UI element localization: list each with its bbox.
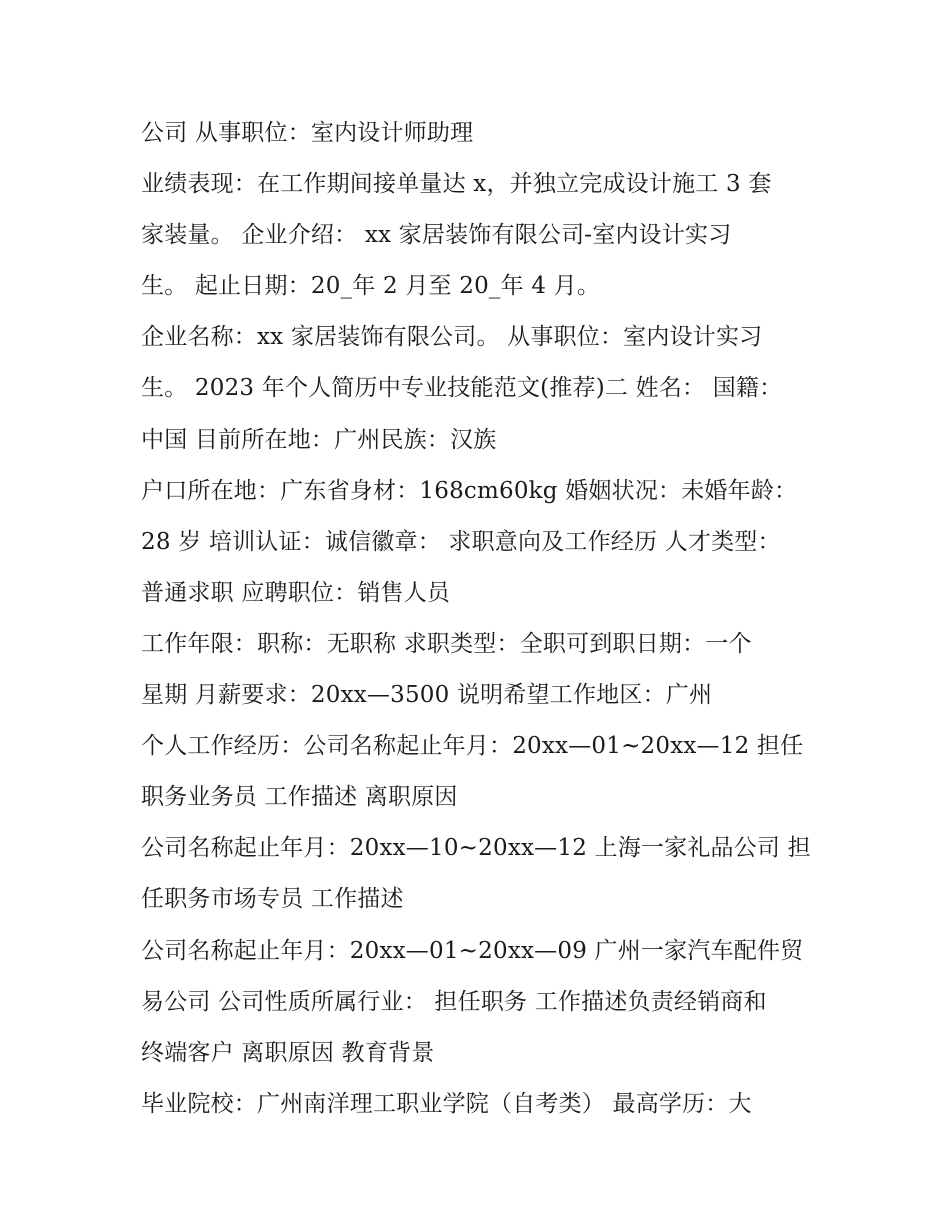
text-line: 星期 月薪要求：20xx—3500 说明希望工作地区：广州 <box>141 682 713 709</box>
text-line: 生。 2023 年个人简历中专业技能范文(推荐)二 姓名： 国籍： <box>141 375 783 402</box>
text-line: 生。 起止日期：20_年 2 月至 20_年 4 月。 <box>141 273 601 300</box>
text-line: 28 岁 培训认证：诚信徽章： 求职意向及工作经历 人才类型： <box>141 528 781 555</box>
text-line: 工作年限：职称：无职称 求职类型：全职可到职日期：一个 <box>141 630 752 657</box>
text-line: 户口所在地：广东省身材：168cm60kg 婚姻状况：未婚年龄： <box>141 477 798 504</box>
text-line: 家装量。 企业介绍： xx 家居装饰有限公司-室内设计实习 <box>141 222 732 249</box>
text-line: 易公司 公司性质所属行业： 担任职务 工作描述负责经销商和 <box>141 988 767 1015</box>
text-line: 毕业院校：广州南洋理工职业学院（自考类） 最高学历：大 <box>141 1090 752 1117</box>
text-line: 业绩表现：在工作期间接单量达 x，并独立完成设计施工 3 套 <box>141 171 772 198</box>
document-body <box>141 108 821 1130</box>
text-line: 终端客户 离职原因 教育背景 <box>141 1039 435 1066</box>
text-line: 普通求职 应聘职位：销售人员 <box>141 579 451 606</box>
text-line: 职务业务员 工作描述 离职原因 <box>141 784 458 811</box>
text-line: 公司名称起止年月：20xx—01~20xx—09 广州一家汽车配件贸 <box>141 937 804 964</box>
text-line: 公司名称起止年月：20xx—10~20xx—12 上海一家礼品公司 担 <box>141 835 811 862</box>
text-line: 公司 从事职位：室内设计师助理 <box>141 120 474 146</box>
text-line: 企业名称：xx 家居装饰有限公司。 从事职位：室内设计实习 <box>141 324 763 351</box>
text-line: 中国 目前所在地：广州民族：汉族 <box>141 426 497 453</box>
text-line: 个人工作经历：公司名称起止年月：20xx—01~20xx—12 担任 <box>141 733 804 760</box>
text-line: 任职务市场专员 工作描述 <box>141 886 404 913</box>
